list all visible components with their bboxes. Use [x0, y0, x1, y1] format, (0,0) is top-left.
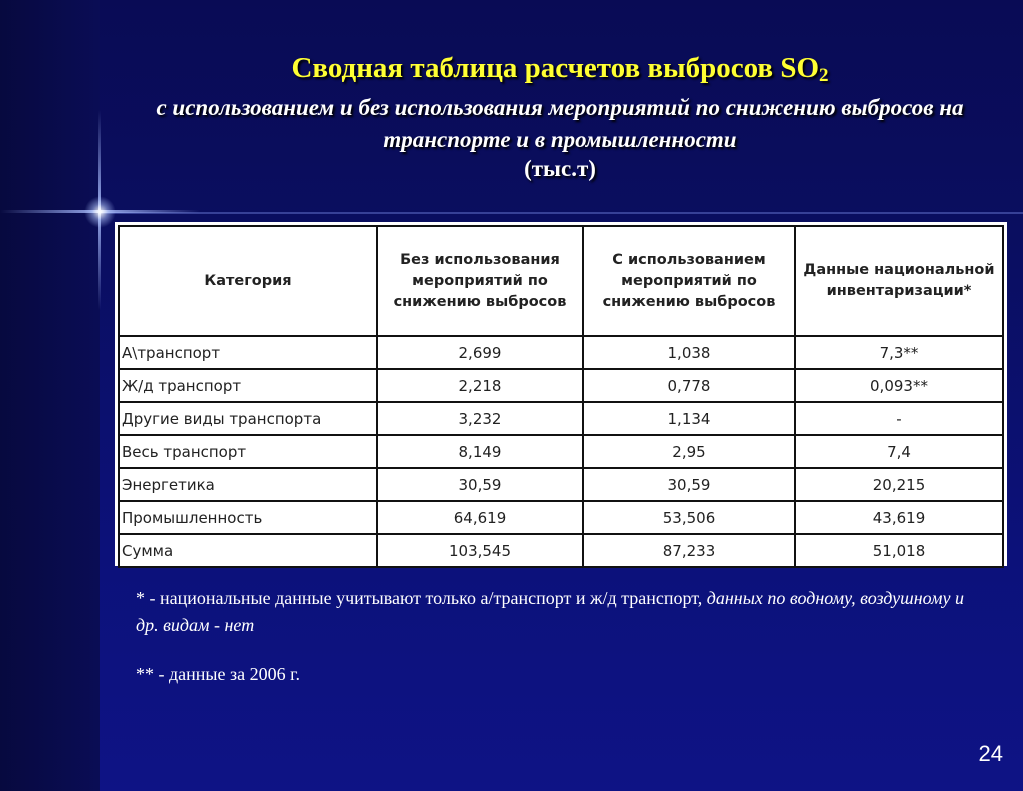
- units-label: (тыс.т): [524, 156, 596, 181]
- cell-value: 64,619: [377, 501, 583, 534]
- title-subscript: 2: [819, 65, 829, 86]
- table-row: [119, 369, 1003, 402]
- cell-category: Промышленность: [119, 501, 377, 534]
- header-without-measures: Без использования мероприятий по снижению выбросов: [377, 226, 583, 336]
- cell-value: 2,95: [583, 435, 795, 468]
- left-band: [0, 0, 100, 791]
- light-flare-glow: [84, 196, 116, 228]
- cell-value: 20,215: [795, 468, 1003, 501]
- footnote-national-data: * - национальные данные учитывают только а/транспорт и ж/д транспорт, данных по водному, воздушному и др. видам - нет: [136, 588, 964, 635]
- table-row-total: [119, 534, 1003, 567]
- cell-value: 0,778: [583, 369, 795, 402]
- cell-value: 43,619: [795, 501, 1003, 534]
- cell-category: Сумма: [119, 534, 377, 567]
- cell-value: 30,59: [377, 468, 583, 501]
- table-header-row: [119, 226, 1003, 336]
- cell-category: Энергетика: [119, 468, 377, 501]
- table-row: [119, 402, 1003, 435]
- cell-value: 7,4: [795, 435, 1003, 468]
- cell-category: Весь транспорт: [119, 435, 377, 468]
- table-row: [119, 501, 1003, 534]
- table-row: [119, 336, 1003, 369]
- cell-value: 8,149: [377, 435, 583, 468]
- cell-value: 103,545: [377, 534, 583, 567]
- slide-title: Сводная таблица расчетов выбросов $SO_2$: [291, 52, 829, 86]
- cell-value: -: [795, 402, 1003, 435]
- emissions-table: [118, 225, 1004, 568]
- cell-value: 0,093**: [795, 369, 1003, 402]
- table-row: [119, 435, 1003, 468]
- slide-subtitle: с использованием и без использования мероприятий по снижению выбросов на транспорте и в промышленности: [156, 95, 964, 152]
- cell-value: 2,699: [377, 336, 583, 369]
- header-with-measures: С использованием мероприятий по снижению выбросов: [583, 226, 795, 336]
- cell-value: 2,218: [377, 369, 583, 402]
- page-number: 24: [978, 741, 1003, 766]
- cell-category: А\транспорт: [119, 336, 377, 369]
- header-national-inventory: Данные национальной инвентаризации*: [795, 226, 1003, 336]
- cell-value: 30,59: [583, 468, 795, 501]
- cell-value: 1,038: [583, 336, 795, 369]
- cell-value: 51,018: [795, 534, 1003, 567]
- header-divider: [100, 212, 1023, 214]
- cell-value: 7,3**: [795, 336, 1003, 369]
- cell-category: Ж/д транспорт: [119, 369, 377, 402]
- cell-value: 1,134: [583, 402, 795, 435]
- cell-value: 87,233: [583, 534, 795, 567]
- emissions-table-container: [115, 222, 1007, 566]
- footnote-2006: ** - данные за 2006 г.: [136, 664, 300, 684]
- cell-value: 53,506: [583, 501, 795, 534]
- footnote-italic-part: данных по водному, воздушному и др. видам - нет: [136, 588, 964, 635]
- cell-value: 3,232: [377, 402, 583, 435]
- header-category: Категория: [119, 226, 377, 336]
- cell-category: Другие виды транспорта: [119, 402, 377, 435]
- table-row: [119, 468, 1003, 501]
